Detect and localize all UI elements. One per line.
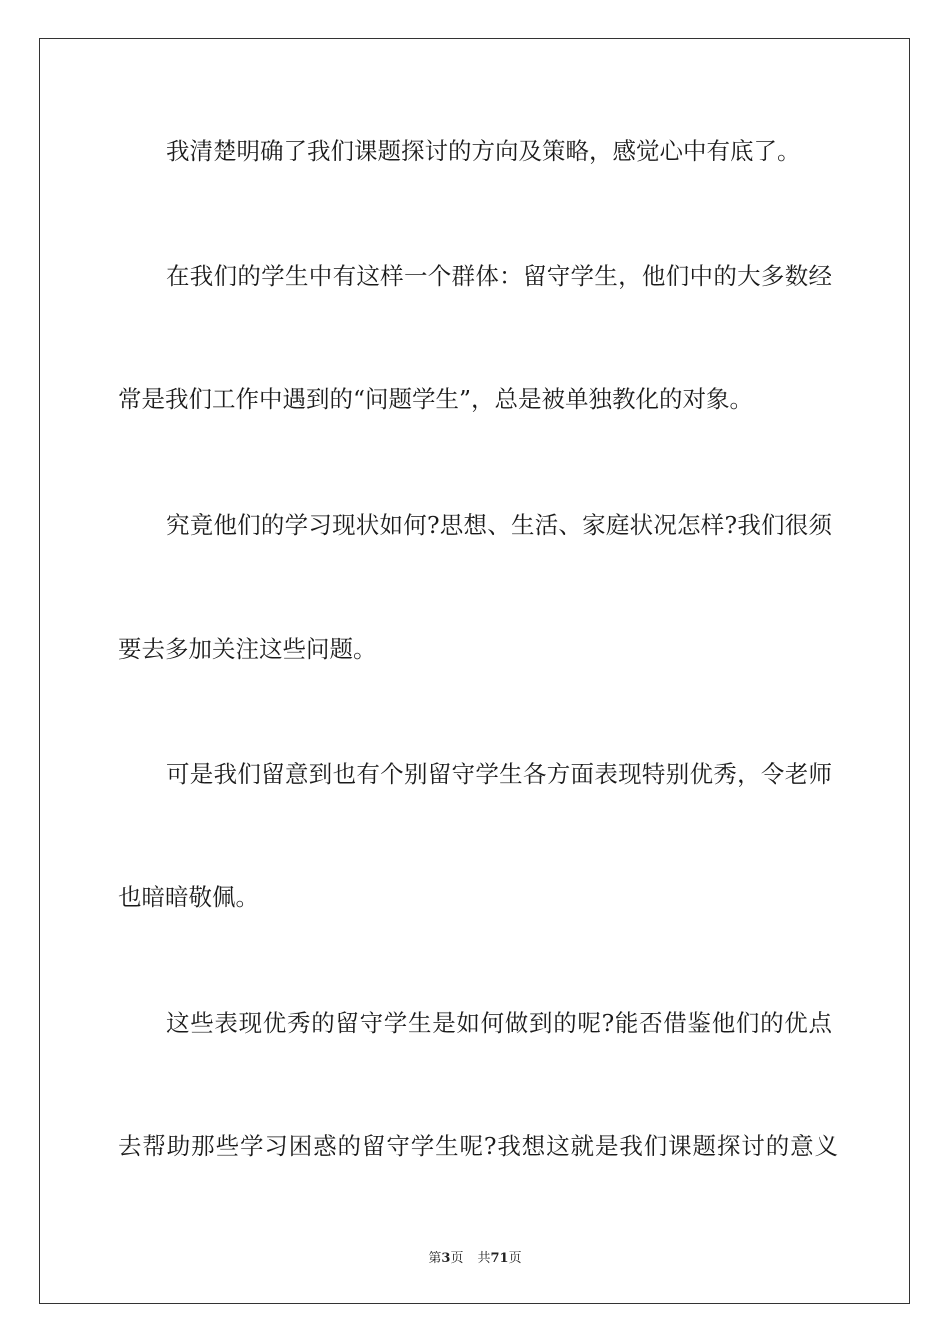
- paragraph-2-line-1: 在我们的学生中有这样一个群体：留守学生，他们中的大多数经: [166, 262, 832, 290]
- page-current: 3: [441, 1251, 451, 1266]
- paragraph-3-line-1: 究竟他们的学习现状如何?思想、生活、家庭状况怎样?我们很须: [166, 511, 832, 539]
- page-prefix: 第: [428, 1251, 442, 1266]
- page-total: 71: [490, 1251, 509, 1266]
- paragraph-4-line-1: 可是我们留意到也有个别留守学生各方面表现特别优秀，令老师: [166, 760, 832, 788]
- page-suffix: 页: [450, 1251, 464, 1266]
- paragraph-1-line-1: 我清楚明确了我们课题探讨的方向及策略，感觉心中有底了。: [166, 137, 801, 165]
- page-border: [39, 38, 910, 1304]
- total-suffix: 页: [508, 1251, 522, 1266]
- paragraph-5-line-1: 这些表现优秀的留守学生是如何做到的呢?能否借鉴他们的优点: [166, 1009, 832, 1037]
- paragraph-4-line-2: 也暗暗敬佩。: [118, 883, 259, 911]
- paragraph-3-line-2: 要去多加关注这些问题。: [118, 635, 377, 663]
- paragraph-2-line-2: 常是我们工作中遇到的“问题学生”，总是被单独教化的对象。: [118, 385, 754, 413]
- total-prefix: 共: [477, 1251, 491, 1266]
- page-footer: [0, 1247, 950, 1266]
- paragraph-5-line-2: 去帮助那些学习困惑的留守学生呢?我想这就是我们课题探讨的意义: [118, 1132, 838, 1160]
